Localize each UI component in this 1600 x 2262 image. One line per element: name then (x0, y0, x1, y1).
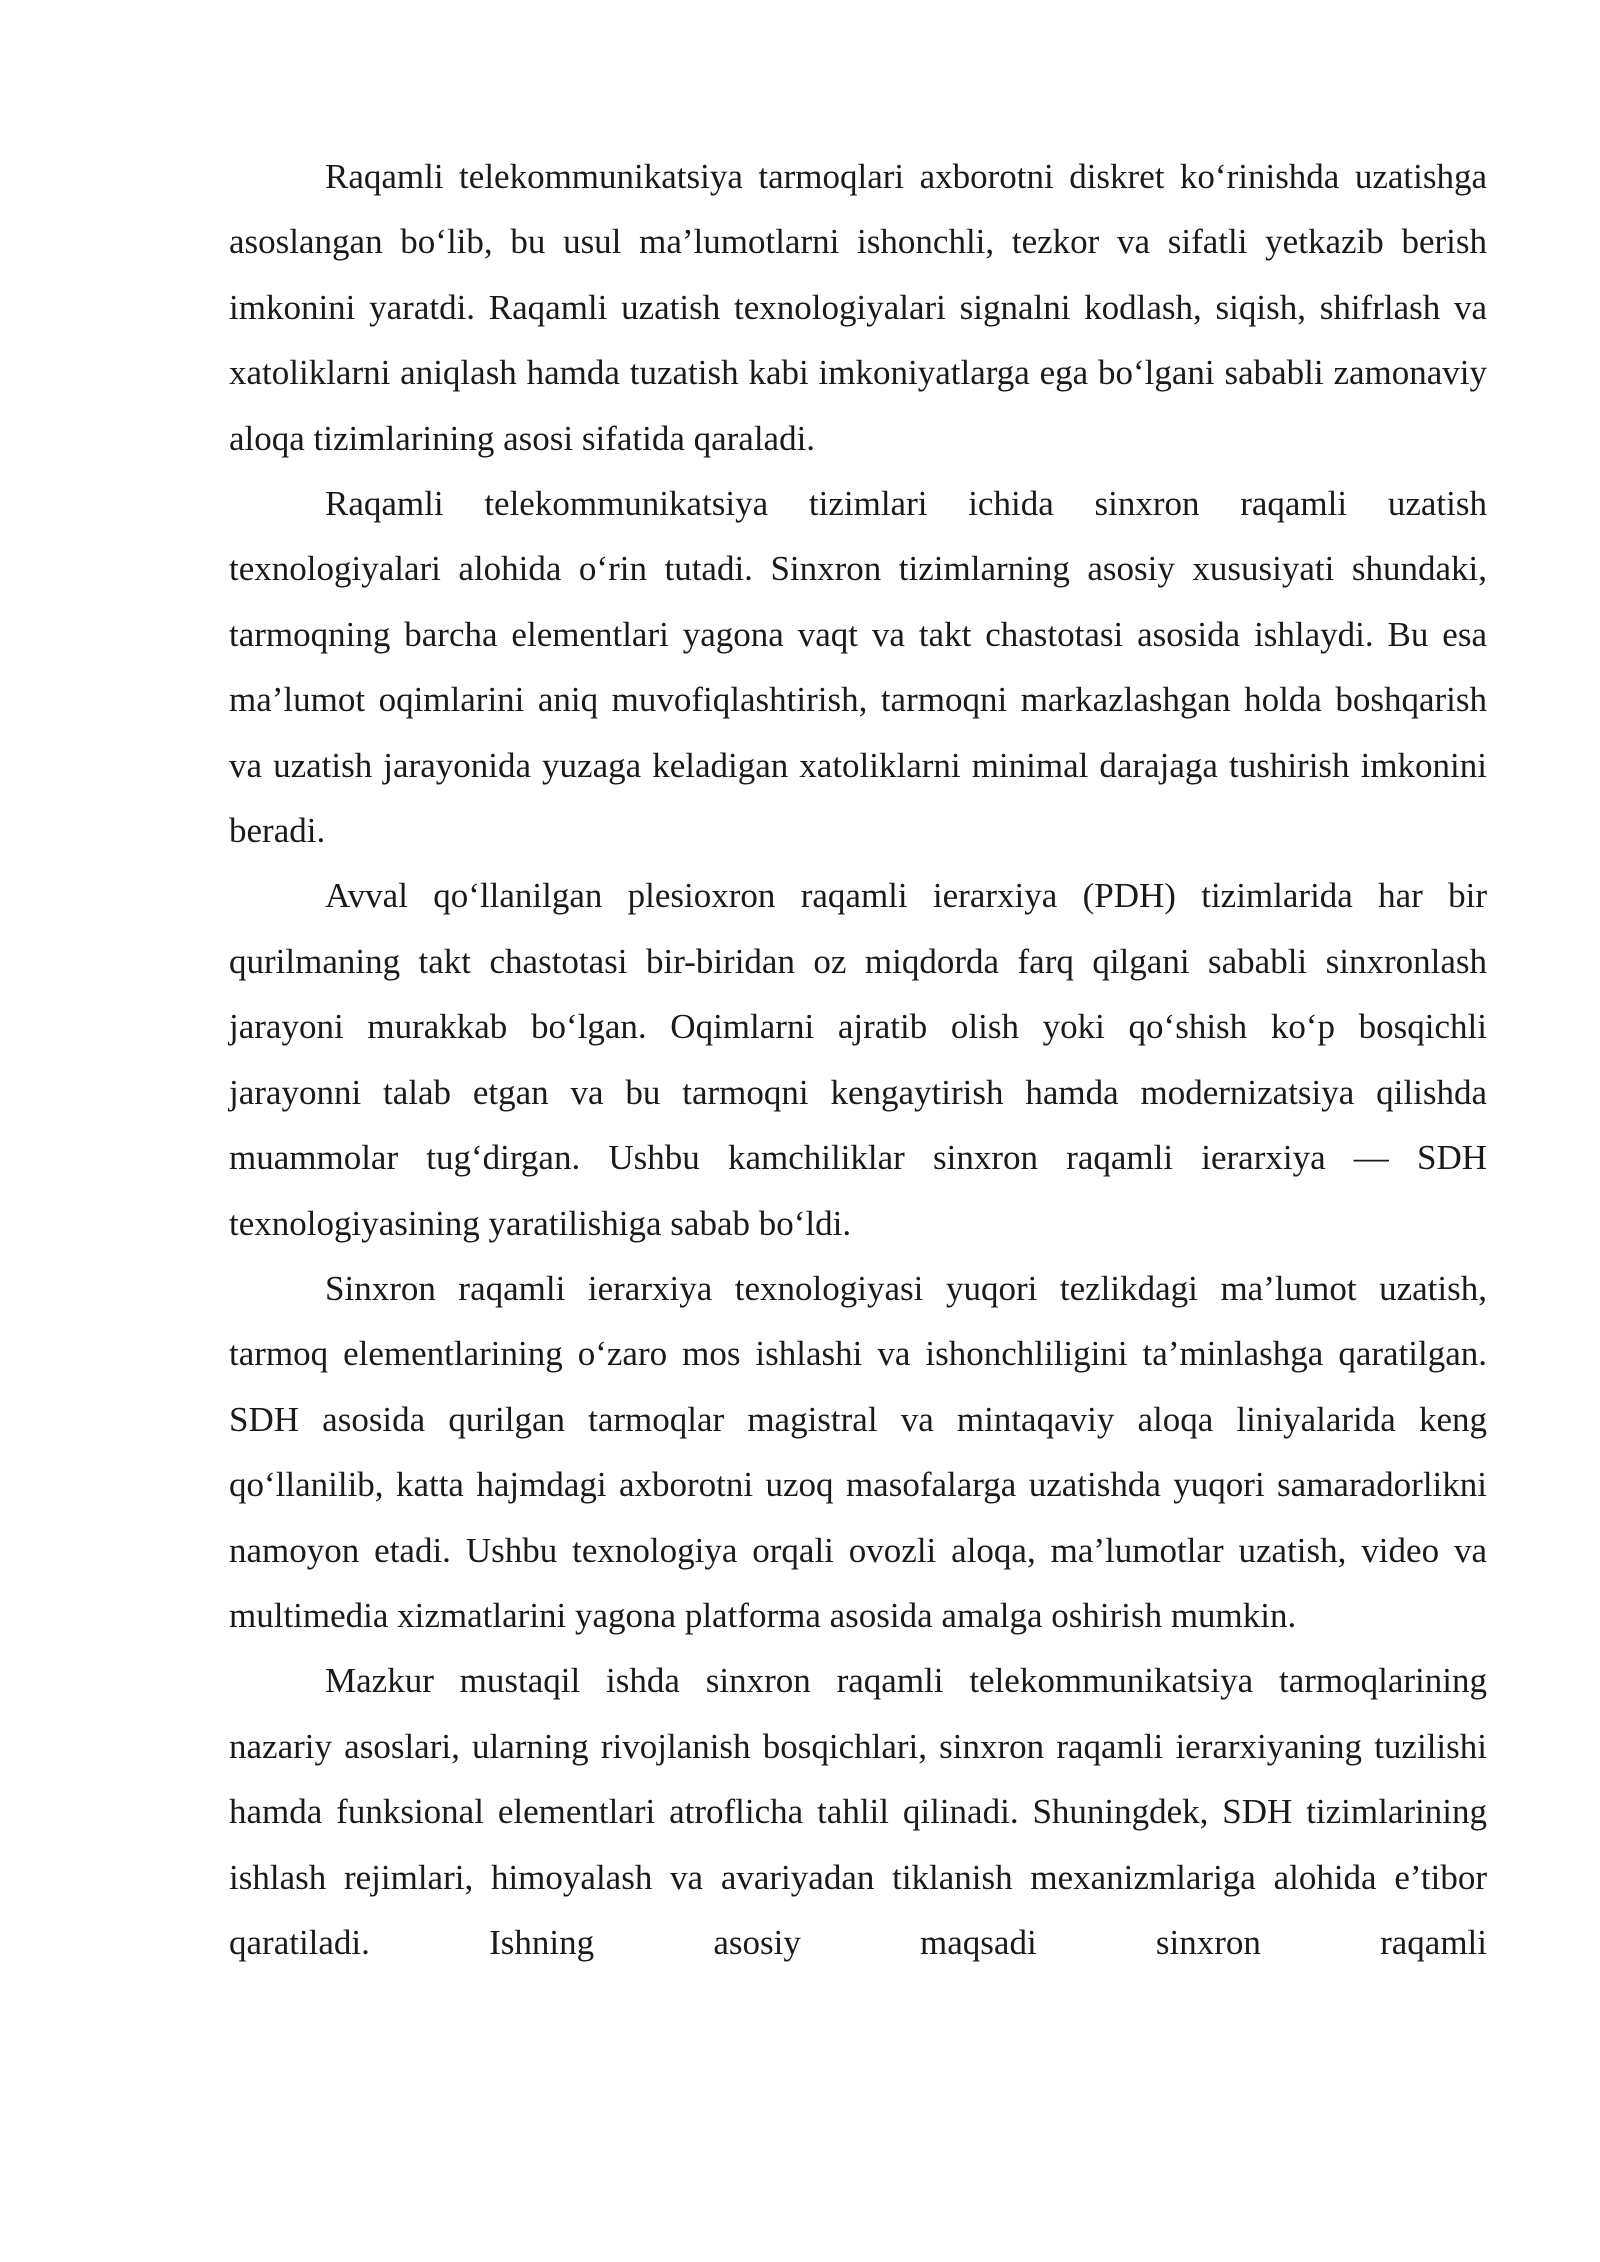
paragraph-3: Avval qo‘llanilgan plesioxron raqamli ierarxiya (PDH) tizimlarida har bir qurilmaning takt chastotasi bir-biridan oz miqdorda farq qilgani sababli sinxronlash jarayoni murakkab bo‘lgan. Oqimlarni ajratib olish yoki qo‘shish ko‘p bosqichli jarayonni talab etgan va bu tarmoqni kengaytirish hamda modernizatsiya qilishda muammolar tug‘dirgan. Ushbu kamchiliklar sinxron raqamli ierarxiya — SDH texnologiyasining yaratilishiga sabab bo‘ldi. (229, 876, 1487, 1243)
document-body (229, 144, 1487, 1975)
paragraph-5: Mazkur mustaqil ishda sinxron raqamli telekommunikatsiya tarmoqlarining nazariy asoslari, ularning rivojlanish bosqichlari, sinxron raqamli ierarxiyaning tuzilishi hamda funksional elementlari atroflicha tahlil qilinadi. Shuningdek, SDH tizimlarining ishlash rejimlari, himoyalash va avariyadan tiklanish mexanizmlariga alohida e’tibor qaratiladi. Ishning asosiy maqsadi sinxron raqamli (229, 1661, 1487, 1962)
paragraph-2: Raqamli telekommunikatsiya tizimlari ichida sinxron raqamli uzatish texnologiyalari alohida o‘rin tutadi. Sinxron tizimlarning asosiy xususiyati shundaki, tarmoqning barcha elementlari yagona vaqt va takt chastotasi asosida ishlaydi. Bu esa ma’lumot oqimlarini aniq muvofiqlashtirish, tarmoqni markazlashgan holda boshqarish va uzatish jarayonida yuzaga keladigan xatoliklarni minimal darajaga tushirish imkonini beradi. (229, 484, 1487, 851)
paragraph-4: Sinxron raqamli ierarxiya texnologiyasi yuqori tezlikdagi ma’lumot uzatish, tarmoq elementlarining o‘zaro mos ishlashi va ishonchliligini ta’minlashga qaratilgan. SDH asosida qurilgan tarmoqlar magistral va mintaqaviy aloqa liniyalarida keng qo‘llanilib, katta hajmdagi axborotni uzoq masofalarga uzatishda yuqori samaradorlikni namoyon etadi. Ushbu texnologiya orqali ovozli aloqa, ma’lumotlar uzatish, video va multimedia xizmatlarini yagona platforma asosida amalga oshirish mumkin. (229, 1268, 1487, 1635)
paragraph-1: Raqamli telekommunikatsiya tarmoqlari axborotni diskret ko‘rinishda uzatishga asoslangan bo‘lib, bu usul ma’lumotlarni ishonchli, tezkor va sifatli yetkazib berish imkonini yaratdi. Raqamli uzatish texnologiyalari signalni kodlash, siqish, shifrlash va xatoliklarni aniqlash hamda tuzatish kabi imkoniyatlarga ega bo‘lgani sababli zamonaviy aloqa tizimlarining asosi sifatida qaraladi. (229, 157, 1487, 458)
